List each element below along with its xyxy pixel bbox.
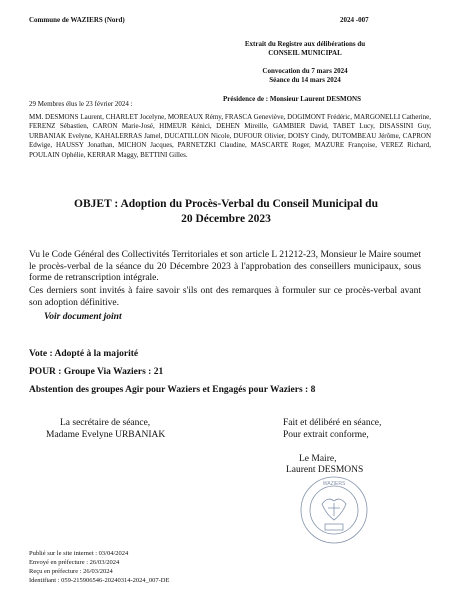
members-elected: 29 Membres élus le 23 février 2024 : [29, 100, 133, 108]
municipal-seal-stamp [298, 474, 370, 546]
mayor-name: Laurent DESMONS [286, 465, 364, 475]
certified-extract: Pour extrait conforme, [283, 430, 369, 440]
footer-received: Reçu en préfecture : 26/03/2024 [29, 568, 113, 575]
secretary-name: Madame Evelyne URBANIAK [46, 430, 166, 440]
deliberation-number: 2024 -007 [340, 16, 369, 24]
secretary-title: La secrétaire de séance, [60, 418, 151, 428]
objet-line2: 20 Décembre 2023 [181, 213, 271, 225]
mayor-title: Le Maire, [299, 454, 337, 464]
footer-published: Publié sur le site internet : 03/04/2024 [29, 550, 129, 557]
register-extract-line1: Extrait du Registre aux délibérations du [244, 40, 366, 48]
objet-title [60, 197, 392, 227]
body-paragraph-1: Vu le Code Général des Collectivités Territoriales et son article L 21212-23, Monsieur le Maire soumet le procès-verbal de la séance du 20 Décembre 2023 à l'approbation des conseillers municipaux, sous forme de retranscription intégrale. [29, 250, 421, 283]
commune-name: Commune de WAZIERS (Nord) [29, 16, 125, 24]
footer-sent: Envoyé en préfecture : 26/03/2024 [29, 559, 120, 566]
vote-result: Vote : Adopté à la majorité [29, 349, 139, 359]
objet-line1: OBJET : Adoption du Procès-Verbal du Conseil Municipal du [74, 198, 378, 210]
vote-pour: POUR : Groupe Via Waziers : 21 [29, 367, 164, 377]
body-paragraph-2: Ces derniers sont invités à faire savoir s'ils ont des remarques à formuler sur ce procès-verbal avant son adoption définitive. [29, 286, 421, 308]
register-extract-line2: CONSEIL MUNICIPAL [268, 49, 342, 57]
session-date: Séance du 14 mars 2024 [269, 76, 341, 84]
made-in-session: Fait et délibéré en séance, [283, 418, 382, 428]
presidence: Présidence de : Monsieur Laurent DESMONS [223, 95, 361, 103]
members-list: MM. DESMONS Laurent, CHARLET Jocelyne, MOREAUX Rémy, FRASCA Geneviève, DOGIMONT Frédéric, MARGONELLI Catherine, FERENZ Sébastien, CARON Marie-José, HIMEUR Kénici, DEHEN Mireille, GAMBIER David, TABET Lucy, DISASSINI Guy, URBANIAK Evelyne, KAHALERRAS Jamel, DUCATILLON Nicole, DUFOUR Olivier, DOISY Cindy, DUTOMBEAU Jérôme, CAPRON Edwige, HAUSSY Jonathan, MICHON Jacques, PARNETZKI Claudine, MASCARTE Roger, MAZURE Françoise, VEREZ Richard, POULAIN Ophélie, KERRAR Maggy, BETTINI Gilles. [29, 113, 431, 159]
vote-abstention: Abstention des groupes Agir pour Waziers et Engagés pour Waziers : 8 [29, 385, 316, 395]
seal-text: WAZIERS [322, 481, 346, 487]
convocation-date: Convocation du 7 mars 2024 [262, 67, 348, 75]
see-attached-document: Voir document joint [44, 312, 122, 322]
footer-identifier: Identifiant : 059-215906546-20240314-2024_007-DE [29, 577, 170, 584]
